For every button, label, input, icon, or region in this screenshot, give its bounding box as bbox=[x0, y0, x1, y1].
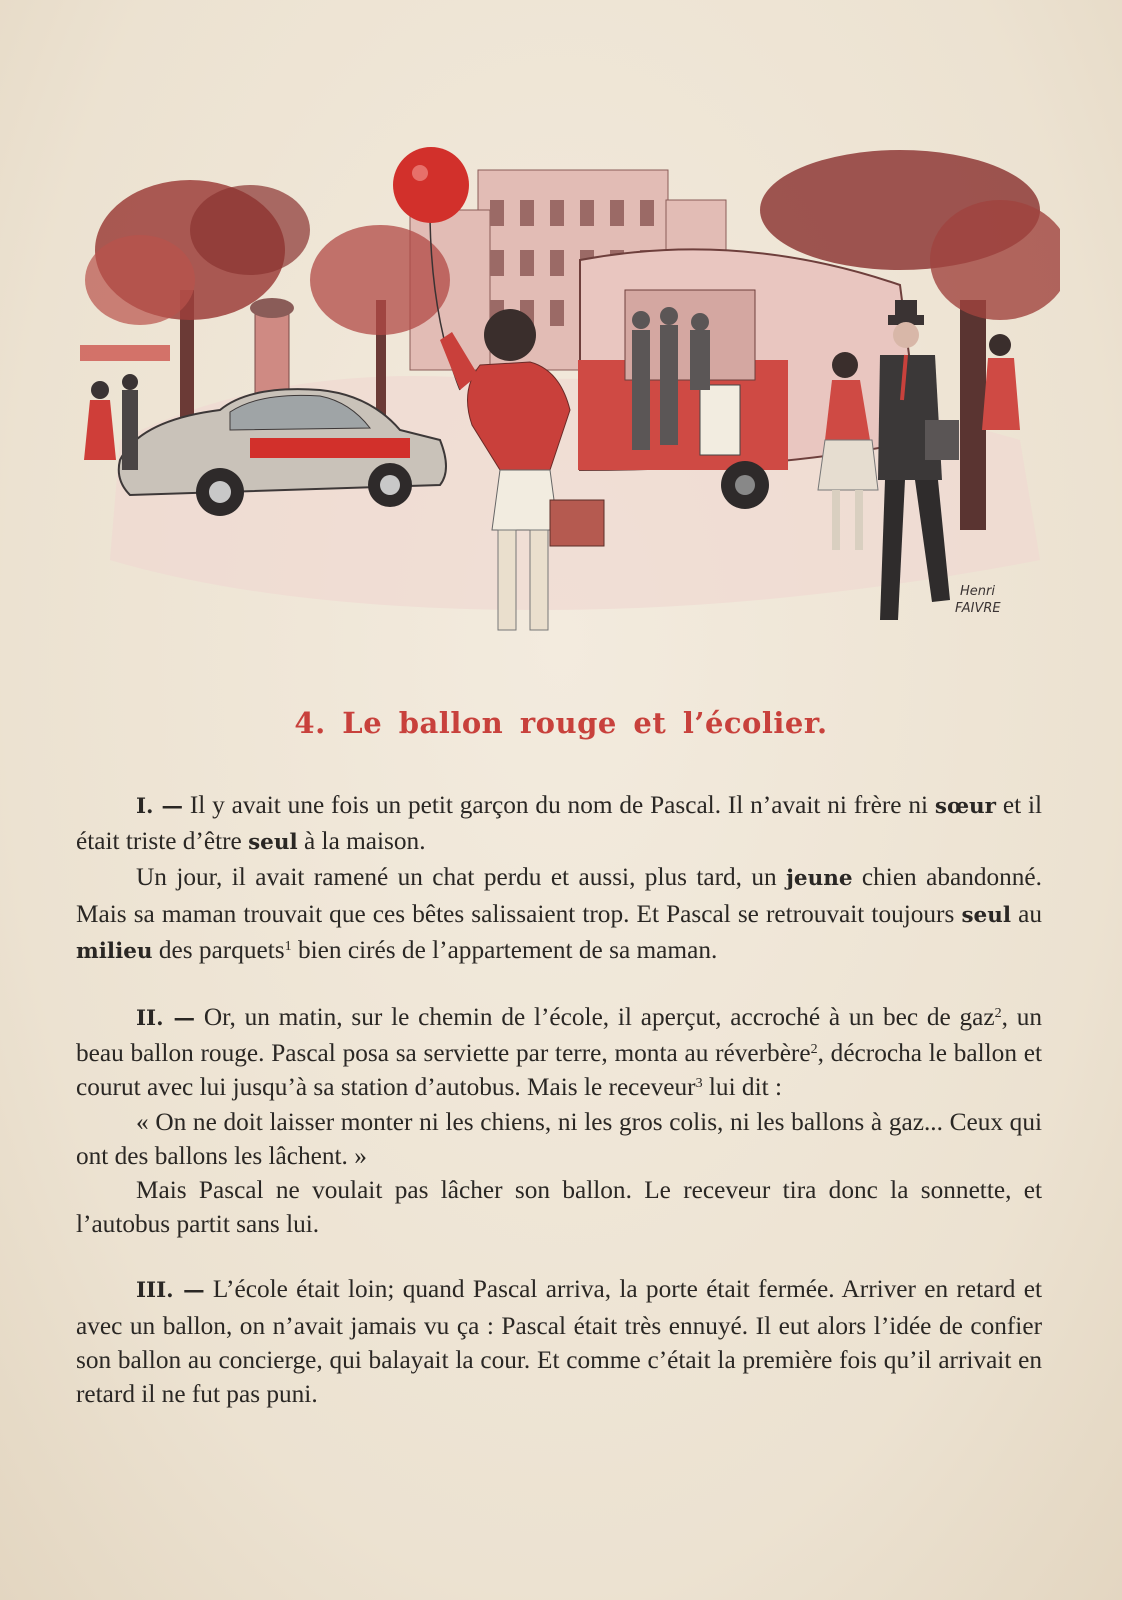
footnote-ref: 2 bbox=[994, 1006, 1002, 1022]
pedestrian-right bbox=[982, 334, 1020, 430]
chapter-title bbox=[0, 706, 1122, 740]
story-paragraph bbox=[76, 788, 1042, 860]
bold-word: sœur bbox=[934, 794, 997, 819]
text-run: Or, un matin, sur le chemin de l’école, il aperçut, accroché à un bec de gaz bbox=[195, 1003, 995, 1032]
bold-word: jeune bbox=[786, 866, 853, 892]
text-run: des parquets bbox=[152, 935, 285, 964]
text-run: lui dit : bbox=[702, 1073, 782, 1102]
story-paragraph bbox=[76, 1000, 1042, 1105]
text-run: chien abandonné. Mais sa maman trouvait que ces bêtes salissaient trop. Et Pascal se retrouvait toujours bbox=[76, 863, 1042, 928]
shopfront-awning bbox=[80, 345, 170, 361]
pedestrians-left bbox=[84, 374, 138, 470]
bold-word: I. — bbox=[136, 794, 184, 819]
footnote-ref: 2 bbox=[810, 1042, 818, 1058]
text-run: à la maison. bbox=[297, 827, 426, 856]
street-scene-illustration bbox=[80, 140, 1060, 660]
story-paragraph bbox=[76, 1272, 1042, 1411]
story-paragraph bbox=[76, 1173, 1042, 1241]
text-run: Il y avait une fois un petit garçon du nom de Pascal. Il n’avait ni frère ni bbox=[183, 791, 935, 819]
bold-word: III. — bbox=[136, 1278, 205, 1304]
text-run: bien cirés de l’appartement de sa maman. bbox=[291, 935, 718, 964]
text-run: , décrocha le ballon et courut avec lui jusqu’à sa station d’autobus. Mais le receveur bbox=[76, 1039, 1042, 1102]
bold-word: seul bbox=[248, 830, 298, 856]
story-text bbox=[76, 788, 1042, 1411]
text-run: « On ne doit laisser monter ni les chiens, ni les gros colis, ni les ballons à gaz... Ceux qui ont des ballons les lâchent. » bbox=[76, 1107, 1042, 1170]
footnote-ref: 3 bbox=[695, 1076, 703, 1092]
artist-signature: Henri bbox=[960, 584, 995, 599]
footnote-ref: 1 bbox=[284, 938, 292, 954]
bold-word: seul bbox=[961, 902, 1012, 928]
artist-signature-surname: FAIVRE bbox=[955, 601, 1001, 616]
text-run: Mais Pascal ne voulait pas lâcher son ballon. Le receveur tira donc la sonnette, et l’autobus partit sans lui. bbox=[76, 1176, 1042, 1239]
text-run: L’école était loin; quand Pascal arriva, la porte était fermée. Arriver en retard et avec un ballon, on n’avait jamais vu ça : Pascal était très ennuyé. Il eut alors l’idée de confier son ballon au concierge, qui balayait la cour. Et comme c’était la première fois qu’il arrivait en retard il ne fut pas puni. bbox=[76, 1275, 1042, 1409]
text-run: au bbox=[1011, 899, 1043, 928]
text-run: , un beau ballon rouge. Pascal posa sa serviette par terre, monta au réverbère bbox=[76, 1003, 1042, 1068]
chapter-number: 4. bbox=[294, 706, 326, 740]
bold-word: II. — bbox=[136, 1006, 196, 1032]
chapter-title-text: Le ballon rouge et l’écolier. bbox=[342, 706, 828, 740]
story-paragraph bbox=[76, 860, 1042, 969]
story-paragraph bbox=[76, 1105, 1042, 1173]
bold-word: milieu bbox=[76, 938, 153, 964]
text-run: et il était triste d’être bbox=[76, 791, 1043, 856]
text-run: Un jour, il avait ramené un chat perdu et aussi, plus tard, un bbox=[136, 863, 787, 892]
